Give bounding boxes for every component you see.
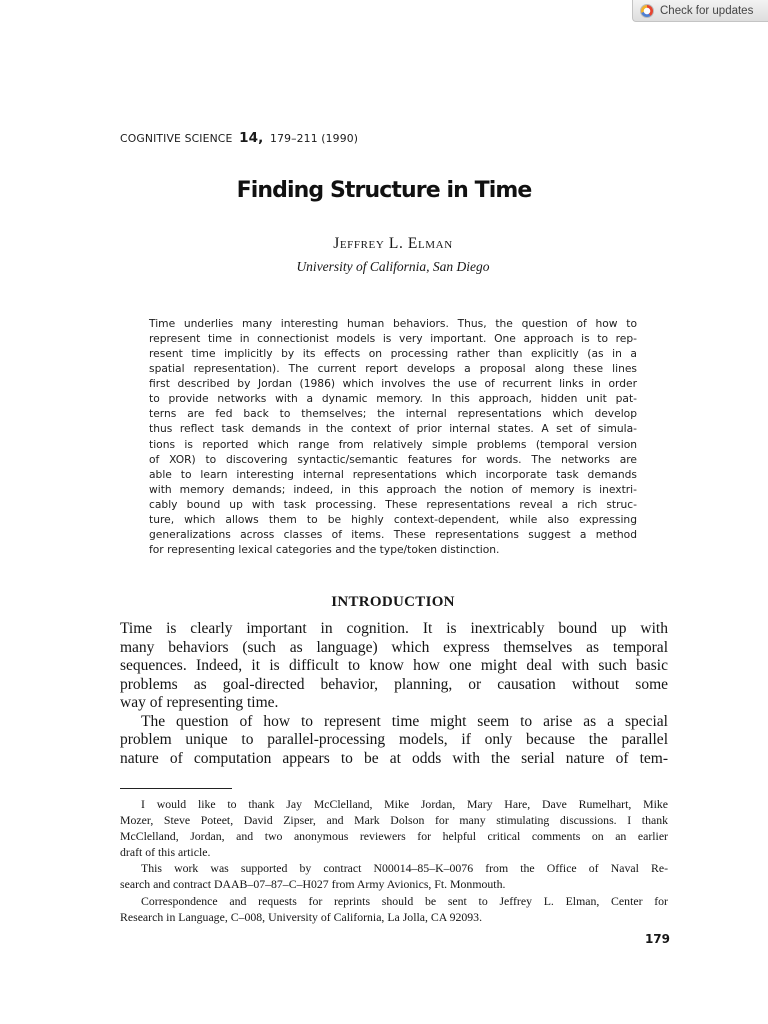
abstract-line: spatial representation). The current report develops a proposal along these lines (149, 362, 637, 376)
journal-volume: 14, (239, 130, 264, 146)
page-number: 179 (644, 932, 670, 946)
abstract-line: ture, which allows them to be highly context-dependent, while also expressing (149, 512, 637, 526)
journal-pages: 179–211 (1990) (270, 132, 359, 145)
footnote-line: search and contract DAAB–07–87–C–H027 from Army Avionics, Ft. Monmouth. (120, 877, 506, 892)
abstract-line: tions is reported which range from relatively simple problems (temporal version (149, 437, 637, 451)
body-line: problem unique to parallel-processing models, if only because the parallel (120, 731, 668, 748)
body-line: way of representing time. (120, 694, 279, 711)
abstract-line: resent time implicitly by its effects on processing rather than explicitly (as in a (149, 347, 637, 361)
abstract-line: for representing lexical categories and the type/token distinction. (149, 542, 500, 556)
body-line: The question of how to represent time might seem to arise as a special (141, 712, 668, 730)
abstract-line: represent time in connectionist models is very important. One approach is to rep- (149, 332, 637, 346)
footnote-line: Correspondence and requests for reprints should be sent to Jeffrey L. Elman, Center for (141, 893, 668, 908)
journal-citation (120, 130, 358, 146)
abstract-line: to provide networks with a dynamic memory. In this approach, hidden unit pat- (149, 392, 637, 406)
footnote-line: draft of this article. (120, 845, 211, 860)
abstract-line: Time underlies many interesting human behaviors. Thus, the question of how to (149, 317, 637, 330)
body-line: Time is clearly important in cognition. It is inextricably bound up with (120, 620, 668, 637)
abstract-line: thus reflect task demands in the context of prior internal states. A set of simula- (149, 422, 637, 436)
journal-name: COGNITIVE SCIENCE (120, 132, 233, 145)
body-line: problems as goal-directed behavior, planning, or causation without some (120, 675, 668, 693)
section-heading-introduction: INTRODUCTION (331, 594, 455, 610)
body-text (120, 620, 668, 768)
footnote-line: Research in Language, C–008, University of California, La Jolla, CA 92093. (120, 909, 483, 924)
paper-title: Finding Structure in Time (236, 178, 532, 203)
crossmark-icon (640, 4, 654, 18)
abstract-line: cably bound up with task processing. These representations reveal a rich struc- (149, 497, 637, 511)
body-line: many behaviors (such as language) which express themselves as temporal (120, 638, 668, 656)
abstract-line: of XOR) to discovering syntactic/semantic features for words. The networks are (149, 452, 637, 466)
abstract (149, 316, 637, 557)
body-line: sequences. Indeed, it is difficult to know how one might deal with such basic (120, 657, 668, 674)
abstract-line: generalizations across classes of items. These representations suggest a method (149, 527, 637, 541)
check-for-updates-button[interactable] (632, 0, 768, 22)
paper-author: Jeffrey L. Elman (333, 235, 453, 252)
author-affiliation: University of California, San Diego (296, 259, 490, 274)
footnote-line: This work was supported by contract N00014–85–K–0076 from the Office of Naval Re- (141, 861, 668, 876)
footnote-line: McClelland, Jordan, and two anonymous reviewers for helpful critical comments on an earlier (120, 829, 668, 844)
footnotes (120, 796, 668, 925)
abstract-line: able to learn interesting internal representations which incorporate task demands (149, 467, 637, 481)
footnote-line: Mozer, Steve Poteet, David Zipser, and Mark Dolson for many stimulating discussions. I thank (120, 813, 668, 828)
body-line: nature of computation appears to be at odds with the serial nature of tem- (120, 749, 668, 767)
check-for-updates-label: Check for updates (660, 4, 754, 17)
footnote-line: I would like to thank Jay McClelland, Mike Jordan, Mary Hare, Dave Rumelhart, Mike (141, 797, 668, 811)
abstract-line: terns are fed back to themselves; the internal representations which develop (149, 407, 637, 421)
abstract-line: with memory demands; indeed, in this approach the notion of memory is inextri- (149, 482, 637, 496)
abstract-line: first described by Jordan (1986) which involves the use of recurrent links in order (149, 377, 637, 391)
footnote-divider (120, 788, 232, 789)
